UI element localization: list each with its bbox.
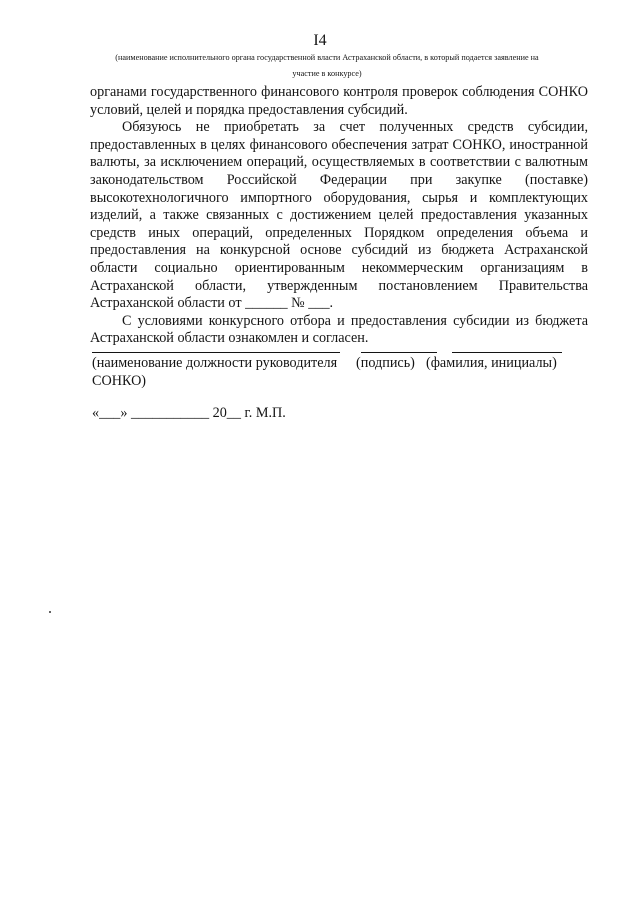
- paragraph-obligation: Обязуюсь не приобретать за счет полученных средств субсидии, предоставленных в целях финансового обеспечения затрат СОНКО, иностранной валюты, за исключением операций, осуществляемых в соответствии с валютным законодательством Российской Федерации при закупке (поставке) высокотехнологичного импортного оборудования, сырья и комплектующих изделий, а также связанных с достижением целей предоставления указанных средств иных операций, определенных Порядком определения объема и предоставления на конкурсной основе субсидий из бюджета Астраханской области социально ориентированным некоммерческим организациям в Астраханской области, утвержденным постановлением Правительства Астраханской области от ______ № ___.: [90, 119, 588, 312]
- paragraph-agreement: С условиями конкурсного отбора и предоставления субсидии из бюджета Астраханской области ознакомлен и согласен.: [90, 312, 588, 347]
- paragraph-control: органами государственного финансового контроля проверок соблюдения СОНКО условий, целей и порядка предоставления субсидий.: [90, 84, 588, 118]
- position-line: [92, 352, 340, 353]
- header-note-line-2: участие в конкурсе): [292, 69, 362, 78]
- position-label: [92, 355, 354, 390]
- page-number: I4: [313, 32, 327, 49]
- name-line: [452, 352, 562, 353]
- scan-speck: [49, 611, 51, 613]
- header-note-line-1: (наименование исполнительного органа государственной власти Астраханской области, в который подается заявление на: [115, 53, 539, 62]
- name-label: (фамилия, инициалы): [426, 355, 557, 371]
- signature-label: (подпись): [356, 355, 415, 371]
- signature-line: [361, 352, 437, 353]
- header-note: [88, 50, 566, 82]
- position-label-line-1: (наименование должности руководителя: [92, 355, 338, 371]
- date-line: «___» ___________ 20__ г. М.П.: [92, 405, 286, 421]
- position-label-line-2: СОНКО): [92, 372, 147, 389]
- body-text: [90, 84, 588, 348]
